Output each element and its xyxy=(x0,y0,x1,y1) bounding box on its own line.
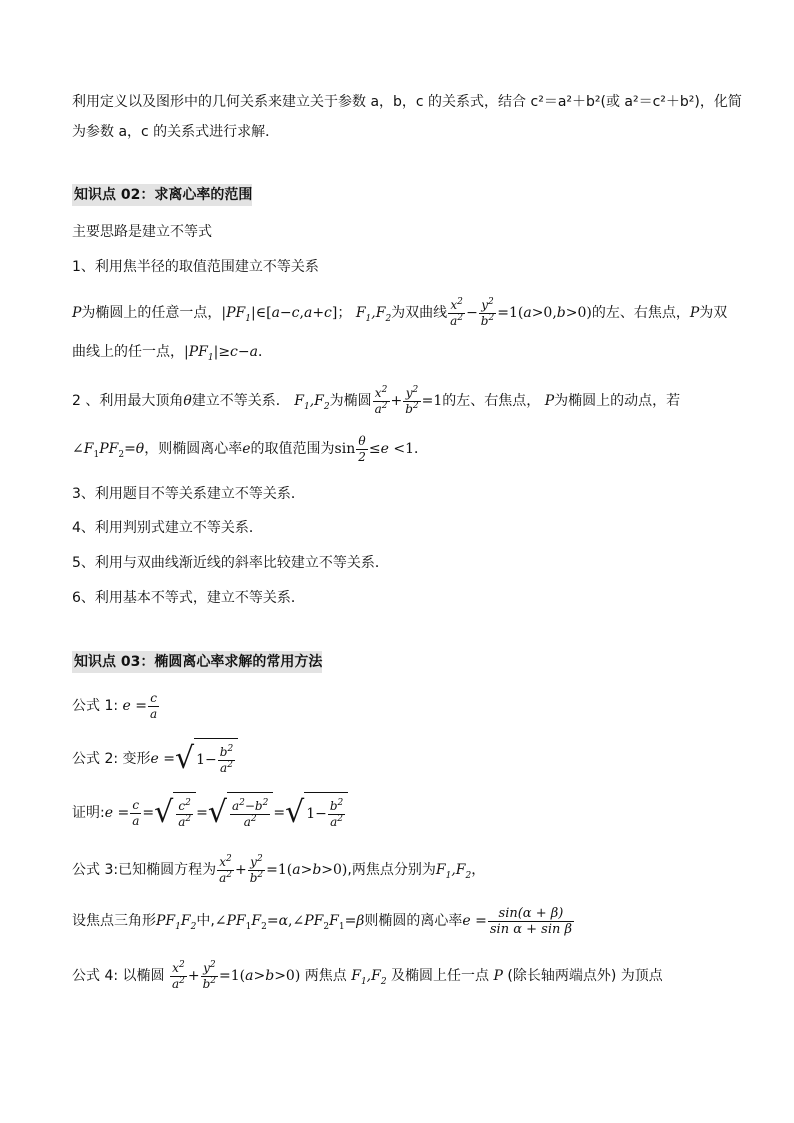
section-03-heading: 知识点 03：椭圆离心率求解的常用方法 xyxy=(72,651,322,673)
item-1-text-e: 为双 xyxy=(699,305,728,321)
formula-4-tail: (除长轴两端点外) 为顶点 xyxy=(502,968,663,984)
formula-4: 公式 4: 以椭圆 $\frac{x^2}{a^2}$ + $\frac{y^2}{b^2}$ =1(a>b>0) 两焦点 $F_1,F_2$ 及椭圆上任一点 P (除长轴两端点外) 为顶点 xyxy=(72,959,663,991)
item-2-text-c: 为椭圆 xyxy=(329,393,372,409)
sqrt-expression: √ 1− $\frac{b^2}{a^2}$ xyxy=(175,738,238,780)
proof-label: 证明: xyxy=(72,805,105,821)
formula-4-label: 公式 4: 以椭圆 xyxy=(72,968,169,984)
proof-line: 证明:e = $\frac{c}{a}$ =√ $\frac{c^2}{a^2}$ =√ $\frac{a^2-b^2}{a^2}$ =√ 1− $\frac{b^2}{a^2}$ xyxy=(72,792,348,834)
fraction-y2-b2: $\frac{y^2}{b^2}$ xyxy=(405,384,419,416)
item-4: 4、利用判别式建立不等关系． xyxy=(72,520,263,536)
item-1-line-1: P为椭圆上的任意一点，$|PF_1|\in[a-c,a+c]$； $F_1,F_2$为双曲线 $\frac{x^2}{a^2}$ − $\frac{y^2}{b^2}$ =1(a>0,b>0)的左、右焦点，P为双 xyxy=(72,296,728,328)
triangle-mid: 中, xyxy=(196,913,215,929)
fraction-theta-2: $\frac{\theta}{2}$ xyxy=(358,433,366,464)
item-2-text-f: ，则椭圆离心率 xyxy=(144,441,243,457)
item-1-text-a: 为椭圆上的任意一点， xyxy=(81,305,222,321)
fraction-c-a: $\frac{c}{a}$ xyxy=(150,690,158,721)
intro-line-2: 为参数 a，c 的关系式进行求解． xyxy=(72,124,280,140)
item-1-text-d: 的左、右焦点， xyxy=(591,305,690,321)
triangle-line: 设焦点三角形$PF_1F_2$中$,\angle PF_1F_2=\alpha,\angle PF_2F_1=\beta$则椭圆的离心率e = $\frac{\sin(\alpha + \beta)}{\text{sin α + sin β}}$ xyxy=(72,905,572,937)
item-2-text-g: 的取值范围为 xyxy=(250,441,335,457)
formula-1: 公式 1: e = $\frac{c}{a}$ xyxy=(72,690,158,721)
item-1-line-2: 曲线上的任一点，$|PF_1|\ge c-a$． xyxy=(72,344,272,363)
item-2-text-b: 建立不等关系． xyxy=(191,393,290,409)
triangle-then: 则椭圆的离心率 xyxy=(364,913,463,929)
item-3: 3、利用题目不等关系建立不等关系． xyxy=(72,486,305,502)
formula-4-mid2: 及椭圆上任一点 xyxy=(386,968,494,984)
intro-line-1: 利用定义以及图形中的几何关系来建立关于参数 a，b，c 的关系式，结合 c²＝a²＋b²(或 a²＝c²＋b²)，化简 xyxy=(72,94,742,110)
fraction-y2-b2: $\frac{y^2}{b^2}$ xyxy=(480,296,495,328)
main-idea-text: 主要思路是建立不等式 xyxy=(72,224,212,240)
item-1-title: 1、利用焦半径的取值范围建立不等关系 xyxy=(72,259,319,275)
item-2-text-a: 2 、利用最大顶角 xyxy=(72,393,184,409)
triangle-label: 设焦点三角形 xyxy=(72,913,156,929)
formula-2-label: 公式 2: 变形 xyxy=(72,751,151,767)
formula-3-text: ,两焦点分别为 xyxy=(347,862,436,878)
item-2-text-e: 为椭圆上的动点，若 xyxy=(554,393,681,409)
item-2-line-1: 2 、利用最大顶角θ建立不等关系． $F_1,F_2$为椭圆 $\frac{x^2}{a^2}$ + $\frac{y^2}{b^2}$ =1的左、右焦点， P为椭圆上的动点，若 xyxy=(72,384,681,416)
formula-3: 公式 3:已知椭圆方程为 $\frac{x^2}{a^2}$ + $\frac{y^2}{b^2}$ =1(a>b>0),两焦点分别为$F_1,F_2$， xyxy=(72,853,486,885)
item-2-line-2: $\angle F_1PF_2=\theta$，则椭圆离心率e的取值范围为sin $\frac{\theta}{2}$ ≤e <1． xyxy=(72,433,428,464)
formula-4-mid: 两焦点 xyxy=(300,968,352,984)
item-5: 5、利用与双曲线渐近线的斜率比较建立不等关系． xyxy=(72,555,389,571)
fraction-x2-a2: $\frac{x^2}{a^2}$ xyxy=(374,384,388,416)
formula-2: 公式 2: 变形e =√ 1− $\frac{b^2}{a^2}$ xyxy=(72,738,238,780)
section-02-heading: 知识点 02：求离心率的范围 xyxy=(72,184,252,206)
item-1-text-f: 曲线上的任一点， xyxy=(72,344,184,360)
formula-1-label: 公式 1: xyxy=(72,698,123,714)
formula-3-tail: ， xyxy=(471,862,486,878)
item-1-text-b: ； xyxy=(337,305,352,321)
item-6: 6、利用基本不等式，建立不等关系． xyxy=(72,590,305,606)
formula-3-label: 公式 3:已知椭圆方程为 xyxy=(72,862,217,878)
fraction-x2-a2: $\frac{x^2}{a^2}$ xyxy=(450,296,464,328)
item-2-text-d: 的左、右焦点， xyxy=(442,393,541,409)
item-1-text-c: 为双曲线 xyxy=(391,305,448,321)
